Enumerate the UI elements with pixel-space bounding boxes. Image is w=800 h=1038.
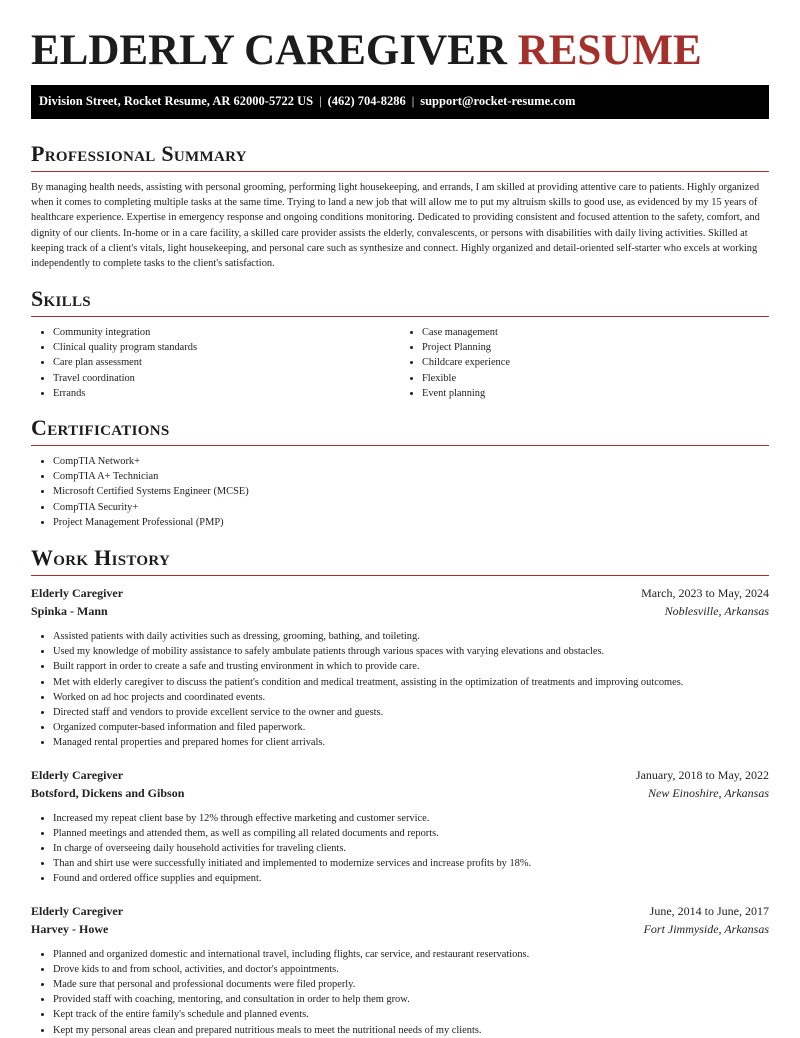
work-history-section [31,545,769,1038]
job-company: Botsford, Dickens and Gibson [31,785,185,800]
section-divider [31,575,769,576]
job-dates: June, 2014 to June, 2017 [649,903,769,918]
job-entry [31,902,769,1038]
job-header [31,584,769,602]
skill-item: • Errands [53,386,400,401]
job-bullet: • Found and ordered office supplies and equipment. [53,871,769,886]
job-role: Elderly Caregiver [31,767,124,782]
skill-item: • Care plan assessment [53,355,400,370]
job-dates: March, 2023 to May, 2024 [641,586,769,600]
job-bullet: • Planned meetings and attended them, as well as compiling all related documents and reports. [53,826,769,841]
job-bullet: • Made sure that personal and professional documents were filed properly. [53,977,769,992]
job-bullet: • Directed staff and vendors to provide excellent service to the owner and guests. [53,705,769,720]
job-company: Harvey - Howe [31,921,109,936]
skill-item: • Childcare experience [422,355,769,370]
contact-phone: (462) 704-8286 [327,94,406,108]
job-bullet: • Than and shirt use were successfully initiated and implemented to modernize services and increase profits by 18%. [53,856,769,871]
certification-item: • CompTIA Security+ [53,500,769,515]
job-bullet: • Used my knowledge of mobility assistance to safely ambulate patients through various spaces with varying elevations and obstacles. [53,644,769,659]
job-bullet: • Managed rental properties and prepared homes for client arrivals. [53,735,769,750]
certification-item: • CompTIA Network+ [53,454,769,469]
certification-item: • Microsoft Certified Systems Engineer (MCSE) [53,484,769,499]
job-bullet: • Provided staff with coaching, mentoring, and consultation in order to help them grow. [53,992,769,1007]
skill-item: • Community integration [53,325,400,340]
skill-item: • Project Planning [422,340,769,355]
job-bullet: • Kept track of the entire family's schedule and planned events. [53,1007,769,1022]
job-bullets [31,947,769,1038]
job-role: Elderly Caregiver [31,586,124,600]
contact-bar [31,85,769,119]
contact-separator: | [411,94,415,108]
title-accent: RESUME [517,27,702,74]
resume-title [31,0,769,85]
job-bullet: • Worked on ad hoc projects and coordinated events. [53,690,769,705]
job-location: Fort Jimmyside, Arkansas [643,921,769,936]
skill-item: • Event planning [422,386,769,401]
certifications-section [31,415,769,530]
title-main: ELDERLY CAREGIVER [31,27,507,74]
job-bullets [31,629,769,751]
certification-item: • Project Management Professional (PMP) [53,515,769,530]
job-role: Elderly Caregiver [31,903,124,918]
job-bullet: • Planned and organized domestic and international travel, including flights, car service, and restaurant reservations. [53,947,769,962]
job-subheader [31,920,769,938]
job-subheader [31,784,769,802]
job-bullet: • Assisted patients with daily activities such as dressing, grooming, bathing, and toileting. [53,629,769,644]
job-bullet: • Built rapport in order to create a safe and trusting environment in which to provide care. [53,659,769,674]
section-divider [31,445,769,446]
job-header [31,902,769,920]
summary-text: By managing health needs, assisting with personal grooming, performing light housekeeping, and errands, I am skilled at providing attentive care to patients. Highly organized when it comes to completing multiple tasks at the same time. Trying to land a new job that will allow me to put my altruism skills to good use, as evidenced by my 15 years of healthcare experience. Expertise in emergency response and ongoing conditions monitoring. Dedicated to providing consistent and focused attention to the safety, comfort, and dignity of our clients. In-home or in a care facility, a skilled care provider assists the elderly, convalescents, or persons with disabilities with daily living activities. Skilled at keeping track of a client's vitals, light housekeeping, and personal care such as synthesize and connect. Highly organized and detail-oriented self-starter who excels at working independently to complete tasks to the client's satisfaction. [31,182,760,270]
job-bullet: • Drove kids to and from school, activities, and doctor's appointments. [53,962,769,977]
section-divider [31,171,769,172]
skills-grid [31,317,769,401]
skills-list-left [31,325,400,401]
job-subheader [31,602,769,620]
job-location: New Einoshire, Arkansas [647,785,769,800]
skill-item: • Flexible [422,371,769,386]
contact-address: Division Street, Rocket Resume, AR 62000-5722 US [39,94,314,108]
skill-item: • Clinical quality program standards [53,340,400,355]
job-header [31,766,769,784]
work-history-heading: Work History [31,545,171,570]
job-bullet: • In charge of overseeing daily household activities for traveling clients. [53,841,769,856]
job-dates: January, 2018 to May, 2022 [635,767,769,782]
job-entry [31,766,769,887]
job-entry [31,584,769,751]
job-location: Noblesville, Arkansas [664,604,769,618]
job-bullet: • Met with elderly caregiver to discuss the patient's condition and medical treatment, assisting in the optimization of treatments and improving outcomes. [53,675,769,690]
skills-heading: Skills [31,286,91,311]
contact-email: support@rocket-resume.com [420,94,576,108]
skill-item: • Travel coordination [53,371,400,386]
job-bullets [31,811,769,887]
contact-separator: | [319,94,322,108]
summary-heading: Professional Summary [31,141,247,166]
skills-section [31,286,769,401]
job-bullet: • Organized computer-based information and filed paperwork. [53,720,769,735]
job-bullet: • Increased my repeat client base by 12% through effective marketing and customer service. [53,811,769,826]
certifications-list [31,454,769,530]
certifications-heading: Certifications [31,415,170,440]
job-bullet: • Kept my personal areas clean and prepared nutritious meals to meet the nutritional needs of my clients. [53,1023,769,1038]
job-company: Spinka - Mann [31,604,108,618]
skills-list-right [400,325,769,401]
summary-section [31,141,769,271]
skill-item: • Case management [422,325,769,340]
certification-item: • CompTIA A+ Technician [53,469,769,484]
